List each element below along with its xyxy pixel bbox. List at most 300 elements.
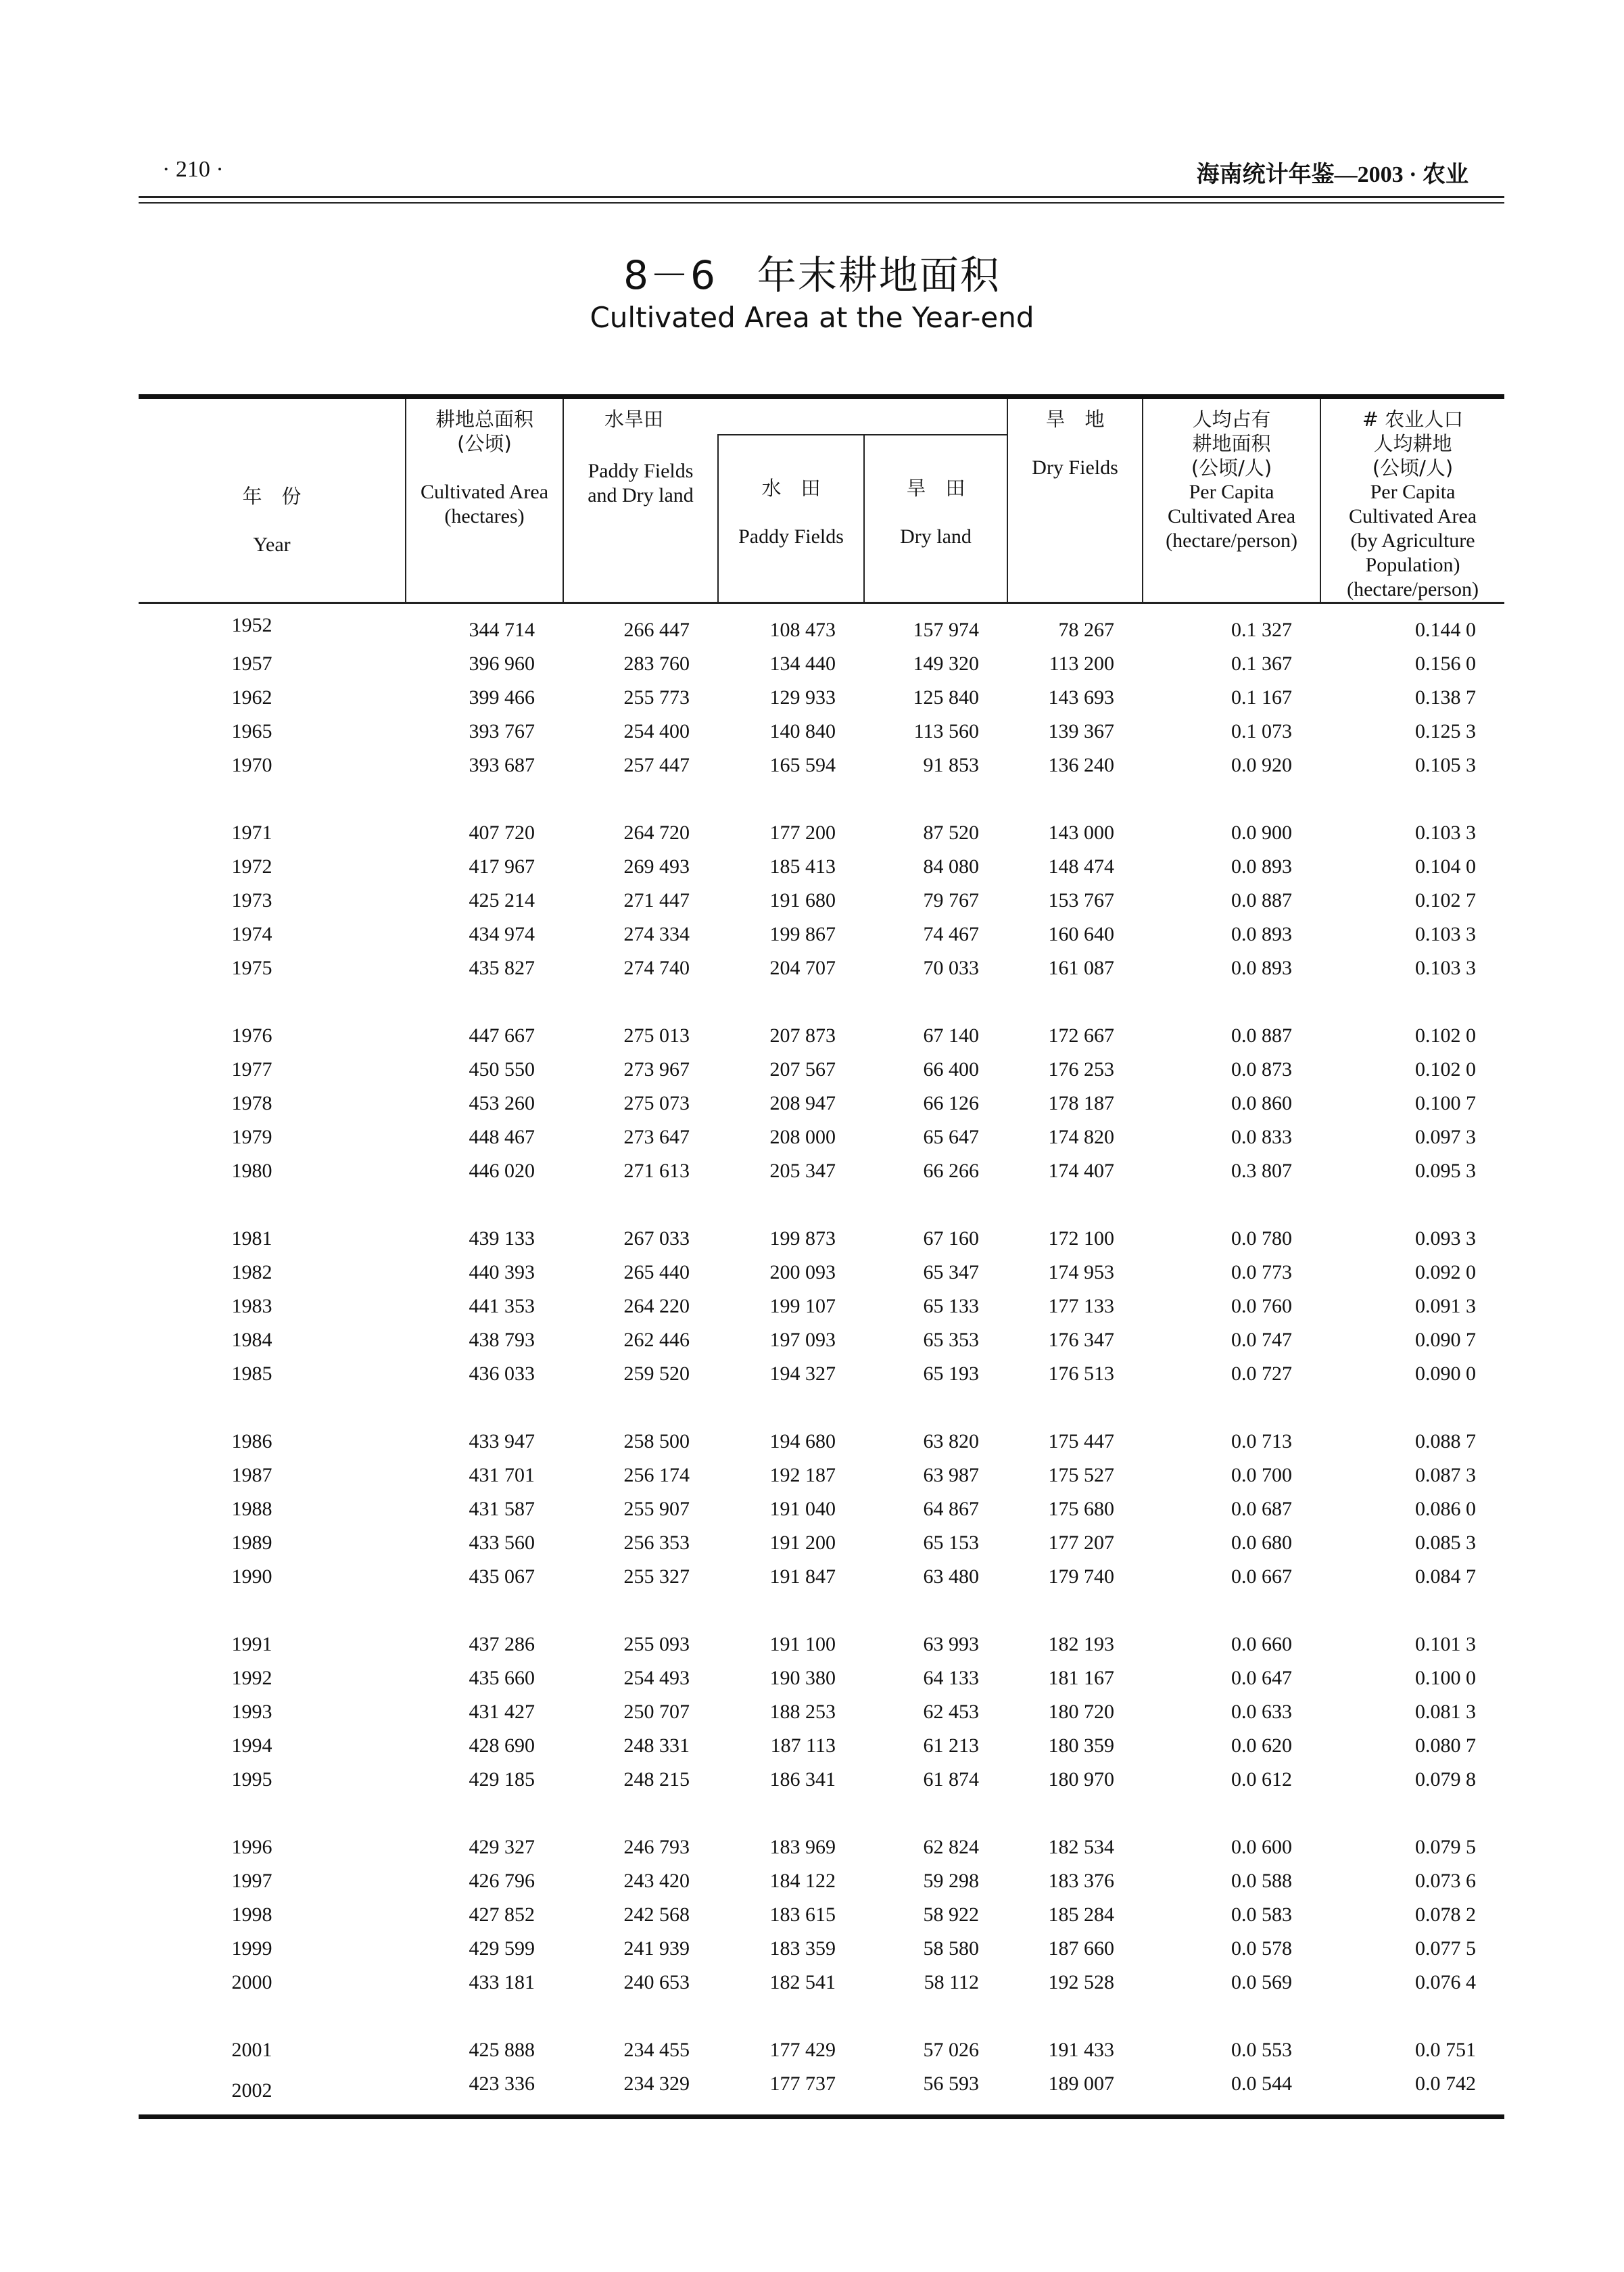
cell-per-capita-area: 0.0 620 [1231, 1734, 1293, 1757]
header-agri-per-capita [1320, 397, 1504, 603]
cell-agri-per-capita-area: 0.138 7 [1415, 686, 1477, 709]
cell-dry-land: 65 647 [923, 1126, 980, 1148]
cell-agri-per-capita-area: 0.084 7 [1415, 1565, 1477, 1588]
cell-paddy-and-dry: 257 447 [623, 754, 690, 776]
cell-paddy-and-dry: 283 760 [623, 653, 690, 675]
cell-per-capita-area: 0.0 887 [1231, 889, 1293, 912]
cell-paddy-and-dry: 242 568 [623, 1903, 690, 1926]
cell-cultivated-area: 439 133 [469, 1227, 535, 1250]
cell-per-capita-area: 0.0 588 [1231, 1870, 1293, 1892]
cell-cultivated-area: 437 286 [469, 1633, 535, 1655]
cell-cultivated-area: 426 796 [469, 1870, 535, 1892]
cell-agri-per-capita-area: 0.103 3 [1415, 923, 1477, 945]
cell-paddy-and-dry: 265 440 [623, 1261, 690, 1283]
cell-year: 1997 [231, 1870, 272, 1892]
table-row [139, 1256, 1504, 1289]
header-paddy-fields-cn: 水 田 [761, 477, 821, 500]
cell-per-capita-area: 0.0 687 [1231, 1498, 1293, 1520]
cell-year: 1983 [231, 1295, 272, 1317]
table-row [139, 884, 1504, 918]
table-body [139, 603, 1504, 2117]
cell-cultivated-area: 450 550 [469, 1058, 535, 1081]
cell-dry-land: 64 133 [923, 1667, 980, 1689]
header-rule-secondary [139, 202, 1504, 204]
table-row [139, 1628, 1504, 1661]
cell-paddy-fields: 197 093 [769, 1329, 836, 1351]
cell-dry-land: 113 560 [913, 720, 980, 742]
cell-dry-fields: 179 740 [1048, 1565, 1115, 1588]
table-row [139, 1898, 1504, 1932]
cell-agri-per-capita-area: 0.104 0 [1415, 855, 1477, 878]
cell-paddy-fields: 165 594 [769, 754, 836, 776]
cell-per-capita-area: 0.0 660 [1231, 1633, 1293, 1655]
cell-dry-fields: 183 376 [1048, 1870, 1115, 1892]
table-row [139, 1560, 1504, 1594]
cell-cultivated-area: 435 660 [469, 1667, 535, 1689]
cell-paddy-and-dry: 255 773 [623, 686, 690, 709]
cell-year: 2002 [231, 2079, 272, 2102]
header-per-capita-en-1: Per Capita [1189, 481, 1274, 503]
cell-paddy-fields: 184 122 [769, 1870, 836, 1892]
group-spacer [139, 1797, 1504, 1830]
table-row [139, 1019, 1504, 1053]
header-per-capita [1143, 397, 1320, 603]
cell-per-capita-area: 0.3 807 [1231, 1160, 1293, 1182]
group-spacer [139, 1391, 1504, 1425]
table-row [139, 1222, 1504, 1256]
cell-year: 1952 [231, 614, 272, 636]
cell-per-capita-area: 0.1 367 [1231, 653, 1293, 675]
header-paddy-dry-cn: 水旱田 [604, 408, 664, 431]
cell-year: 1962 [231, 686, 272, 709]
cell-year: 1971 [231, 822, 272, 844]
cell-year: 1990 [231, 1565, 272, 1588]
header-year [139, 397, 406, 603]
table-row [139, 951, 1504, 985]
cell-paddy-and-dry: 275 073 [623, 1092, 690, 1114]
spacer-cell [139, 1391, 1504, 1425]
cell-dry-land: 58 112 [924, 1971, 980, 1993]
cell-paddy-fields: 183 615 [769, 1903, 836, 1926]
cell-dry-land: 64 867 [923, 1498, 980, 1520]
cell-dry-land: 63 480 [923, 1565, 980, 1588]
cell-dry-fields: 174 407 [1048, 1160, 1115, 1182]
cell-cultivated-area: 447 667 [469, 1024, 535, 1047]
cell-agri-per-capita-area: 0.079 5 [1415, 1836, 1477, 1858]
cell-agri-per-capita-area: 0.080 7 [1415, 1734, 1477, 1757]
cell-cultivated-area: 425 888 [469, 2039, 535, 2061]
header-year-en: Year [253, 534, 291, 556]
header-dry-land [864, 435, 1007, 603]
cell-dry-land: 61 874 [923, 1768, 980, 1791]
cell-paddy-and-dry: 269 493 [623, 855, 690, 878]
cell-dry-fields: 178 187 [1048, 1092, 1115, 1114]
cell-per-capita-area: 0.0 680 [1231, 1532, 1293, 1554]
cell-paddy-fields: 134 440 [769, 653, 836, 675]
cell-dry-land: 87 520 [923, 822, 980, 844]
cell-agri-per-capita-area: 0.102 0 [1415, 1024, 1477, 1047]
cell-agri-per-capita-area: 0.092 0 [1415, 1261, 1477, 1283]
cell-agri-per-capita-area: 0.0 742 [1415, 2073, 1477, 2095]
cell-per-capita-area: 0.0 578 [1231, 1937, 1293, 1960]
cell-agri-per-capita-area: 0.078 2 [1415, 1903, 1477, 1926]
cell-cultivated-area: 435 067 [469, 1565, 535, 1588]
cell-paddy-fields: 192 187 [769, 1464, 836, 1486]
cell-paddy-and-dry: 267 033 [623, 1227, 690, 1250]
cell-dry-fields: 148 474 [1048, 855, 1115, 878]
cell-paddy-and-dry: 243 420 [623, 1870, 690, 1892]
cell-paddy-fields: 191 040 [769, 1498, 836, 1520]
header-total-cn: 耕地总面积 [435, 408, 533, 431]
table-row [139, 1459, 1504, 1492]
cell-paddy-and-dry: 255 327 [623, 1565, 690, 1588]
table-title-cn: 8－6 年末耕地面积 [623, 252, 1001, 298]
table-row [139, 918, 1504, 951]
cell-paddy-and-dry: 271 613 [623, 1160, 690, 1182]
cell-paddy-fields: 208 947 [769, 1092, 836, 1114]
cell-agri-per-capita-area: 0.102 0 [1415, 1058, 1477, 1081]
table-row [139, 850, 1504, 884]
cell-paddy-and-dry: 248 215 [623, 1768, 690, 1791]
cell-per-capita-area: 0.0 612 [1231, 1768, 1293, 1791]
cell-year: 1978 [231, 1092, 272, 1114]
cell-agri-per-capita-area: 0.081 3 [1415, 1701, 1477, 1723]
cell-per-capita-area: 0.0 553 [1231, 2039, 1293, 2061]
cell-year: 1992 [231, 1667, 272, 1689]
cell-paddy-fields: 199 107 [769, 1295, 836, 1317]
cell-per-capita-area: 0.0 920 [1231, 754, 1293, 776]
header-agri-unit-en: (hectare/person) [1347, 578, 1479, 600]
cell-per-capita-area: 0.1 073 [1231, 720, 1293, 742]
cell-per-capita-area: 0.0 747 [1231, 1329, 1293, 1351]
cell-year: 1979 [231, 1126, 272, 1148]
cell-per-capita-area: 0.0 873 [1231, 1058, 1293, 1081]
table-title-en: Cultivated Area at the Year-end [590, 301, 1034, 334]
cell-year: 1981 [231, 1227, 272, 1250]
cell-agri-per-capita-area: 0.076 4 [1415, 1971, 1477, 1993]
cell-dry-land: 65 153 [923, 1532, 980, 1554]
cell-paddy-fields: 188 253 [769, 1701, 836, 1723]
cell-agri-per-capita-area: 0.085 3 [1415, 1532, 1477, 1554]
table-row [139, 1661, 1504, 1695]
table-row [139, 749, 1504, 782]
cell-agri-per-capita-area: 0.097 3 [1415, 1126, 1477, 1148]
cell-dry-land: 63 820 [923, 1430, 980, 1452]
header-dry-land-en: Dry land [900, 525, 972, 548]
cell-per-capita-area: 0.1 167 [1231, 686, 1293, 709]
header-per-capita-cn-1: 人均占有 [1192, 408, 1271, 431]
cell-paddy-and-dry: 258 500 [623, 1430, 690, 1452]
header-paddy-fields [718, 435, 864, 603]
cell-year: 1998 [231, 1903, 272, 1926]
header-total [406, 397, 563, 603]
spacer-cell [139, 1594, 1504, 1628]
cell-dry-land: 61 213 [923, 1734, 980, 1757]
header-agri-cn-1: # 农业人口 [1362, 408, 1464, 431]
cell-agri-per-capita-area: 0.144 0 [1415, 619, 1477, 641]
cell-paddy-fields: 191 200 [769, 1532, 836, 1554]
table-row [139, 1729, 1504, 1763]
cell-dry-fields: 143 000 [1048, 822, 1115, 844]
cell-cultivated-area: 441 353 [469, 1295, 535, 1317]
cell-agri-per-capita-area: 0.125 3 [1415, 720, 1477, 742]
cell-paddy-and-dry: 248 331 [623, 1734, 690, 1757]
table-row [139, 1864, 1504, 1898]
cell-dry-land: 79 767 [923, 889, 980, 912]
cell-dry-fields: 139 367 [1048, 720, 1115, 742]
spacer-cell [139, 1999, 1504, 2033]
header-per-capita-unit-cn: (公顷/人) [1191, 456, 1272, 479]
cell-per-capita-area: 0.0 700 [1231, 1464, 1293, 1486]
cell-dry-fields: 176 347 [1048, 1329, 1115, 1351]
cell-year: 2001 [231, 2039, 272, 2061]
cell-dry-fields: 175 447 [1048, 1430, 1115, 1452]
cell-paddy-and-dry: 259 520 [623, 1363, 690, 1385]
cell-dry-fields: 177 133 [1048, 1295, 1115, 1317]
cell-paddy-fields: 199 873 [769, 1227, 836, 1250]
cell-paddy-and-dry: 273 647 [623, 1126, 690, 1148]
cell-cultivated-area: 431 427 [469, 1701, 535, 1723]
cell-paddy-and-dry: 246 793 [623, 1836, 690, 1858]
cell-dry-fields: 180 970 [1048, 1768, 1115, 1791]
spacer-cell [139, 1797, 1504, 1830]
cell-agri-per-capita-area: 0.102 7 [1415, 889, 1477, 912]
header-year-cn: 年 份 [242, 485, 302, 508]
running-head: 海南统计年鉴—2003 · 农业 [1196, 162, 1468, 187]
cell-paddy-and-dry: 274 334 [623, 923, 690, 945]
cell-cultivated-area: 396 960 [469, 653, 535, 675]
page-number: · 210 · [162, 157, 224, 182]
cell-agri-per-capita-area: 0.073 6 [1415, 1870, 1477, 1892]
cell-cultivated-area: 433 181 [469, 1971, 535, 1993]
header-paddy-dry-en-2: and Dry land [588, 484, 694, 506]
cell-year: 1987 [231, 1464, 272, 1486]
cell-agri-per-capita-area: 0.087 3 [1415, 1464, 1477, 1486]
cell-agri-per-capita-area: 0.086 0 [1415, 1498, 1477, 1520]
cell-per-capita-area: 0.0 647 [1231, 1667, 1293, 1689]
cell-paddy-and-dry: 264 720 [623, 822, 690, 844]
table-row [139, 1087, 1504, 1120]
table-row [139, 715, 1504, 749]
table-row [139, 681, 1504, 715]
cell-cultivated-area: 433 560 [469, 1532, 535, 1554]
cell-dry-fields: 176 253 [1048, 1058, 1115, 1081]
cell-dry-fields: 187 660 [1048, 1937, 1115, 1960]
table-row [139, 1323, 1504, 1357]
cell-dry-fields: 176 513 [1048, 1363, 1115, 1385]
cell-dry-land: 58 580 [923, 1937, 980, 1960]
header-dry-fields-cn: 旱 地 [1045, 408, 1105, 431]
cell-per-capita-area: 0.0 713 [1231, 1430, 1293, 1452]
cell-dry-land: 65 353 [923, 1329, 980, 1351]
cell-dry-land: 149 320 [913, 653, 980, 675]
cell-paddy-fields: 207 873 [769, 1024, 836, 1047]
cell-per-capita-area: 0.0 893 [1231, 855, 1293, 878]
cell-per-capita-area: 0.0 727 [1231, 1363, 1293, 1385]
spacer-cell [139, 782, 1504, 816]
table-row [139, 1492, 1504, 1526]
cell-paddy-fields: 200 093 [769, 1261, 836, 1283]
cell-agri-per-capita-area: 0.091 3 [1415, 1295, 1477, 1317]
cell-dry-fields: 182 534 [1048, 1836, 1115, 1858]
cell-per-capita-area: 0.0 569 [1231, 1971, 1293, 1993]
header-agri-cn-2: 人均耕地 [1373, 432, 1452, 455]
cell-agri-per-capita-area: 0.077 5 [1415, 1937, 1477, 1960]
cell-dry-land: 67 140 [923, 1024, 980, 1047]
cell-dry-land: 63 993 [923, 1633, 980, 1655]
table-row [139, 1695, 1504, 1729]
header-paddy-dry-en-1: Paddy Fields [588, 460, 694, 482]
cell-dry-land: 84 080 [923, 855, 980, 878]
cell-per-capita-area: 0.0 773 [1231, 1261, 1293, 1283]
cell-dry-land: 66 126 [923, 1092, 980, 1114]
cell-cultivated-area: 417 967 [469, 855, 535, 878]
cell-dry-land: 63 987 [923, 1464, 980, 1486]
cell-year: 1985 [231, 1363, 272, 1385]
table-row [139, 1289, 1504, 1323]
cell-dry-land: 67 160 [923, 1227, 980, 1250]
header-rule [139, 196, 1504, 198]
cell-paddy-and-dry: 274 740 [623, 957, 690, 979]
cell-year: 1995 [231, 1768, 272, 1791]
cell-cultivated-area: 407 720 [469, 822, 535, 844]
cell-cultivated-area: 399 466 [469, 686, 535, 709]
cell-dry-fields: 136 240 [1048, 754, 1115, 776]
cell-paddy-fields: 177 200 [769, 822, 836, 844]
cell-dry-fields: 182 193 [1048, 1633, 1115, 1655]
cell-paddy-fields: 194 680 [769, 1430, 836, 1452]
cell-year: 1973 [231, 889, 272, 912]
header-per-capita-en-2: Cultivated Area [1167, 505, 1296, 527]
cell-per-capita-area: 0.0 893 [1231, 923, 1293, 945]
cell-agri-per-capita-area: 0.100 7 [1415, 1092, 1477, 1114]
header-dry-fields [1007, 397, 1143, 603]
cell-paddy-and-dry: 262 446 [623, 1329, 690, 1351]
cell-year: 1989 [231, 1532, 272, 1554]
header-agri-en-4: Population) [1365, 554, 1460, 576]
header-agri-en-1: Per Capita [1370, 481, 1456, 503]
table-row [139, 1120, 1504, 1154]
cell-cultivated-area: 436 033 [469, 1363, 535, 1385]
cell-paddy-and-dry: 275 013 [623, 1024, 690, 1047]
header-total-unit-cn: (公顷) [457, 432, 512, 455]
cell-year: 1980 [231, 1160, 272, 1182]
table-row [139, 1763, 1504, 1797]
cell-cultivated-area: 433 947 [469, 1430, 535, 1452]
cell-paddy-fields: 187 113 [770, 1734, 836, 1757]
cell-dry-land: 74 467 [923, 923, 980, 945]
cell-paddy-fields: 186 341 [769, 1768, 836, 1791]
header-total-unit-en: (hectares) [444, 505, 525, 527]
table-row [139, 1932, 1504, 1966]
header-agri-unit-cn: (公顷/人) [1372, 456, 1454, 479]
header-per-capita-unit-en: (hectare/person) [1166, 529, 1297, 552]
cell-paddy-and-dry: 254 493 [623, 1667, 690, 1689]
cell-paddy-and-dry: 264 220 [623, 1295, 690, 1317]
table-row [139, 1154, 1504, 1188]
cell-paddy-fields: 205 347 [769, 1160, 836, 1182]
cell-per-capita-area: 0.0 583 [1231, 1903, 1293, 1926]
group-spacer [139, 1999, 1504, 2033]
cell-paddy-fields: 129 933 [769, 686, 836, 709]
table-row [139, 2033, 1504, 2067]
cell-per-capita-area: 0.1 327 [1231, 619, 1293, 641]
cell-agri-per-capita-area: 0.156 0 [1415, 653, 1477, 675]
cell-agri-per-capita-area: 0.103 3 [1415, 957, 1477, 979]
spacer-cell [139, 1188, 1504, 1222]
header-total-en: Cultivated Area [420, 481, 549, 503]
table-row [139, 1526, 1504, 1560]
cell-year: 1972 [231, 855, 272, 878]
cell-agri-per-capita-area: 0.093 3 [1415, 1227, 1477, 1250]
cell-dry-land: 91 853 [923, 754, 980, 776]
cell-paddy-fields: 177 429 [769, 2039, 836, 2061]
cell-dry-fields: 191 433 [1048, 2039, 1115, 2061]
cell-paddy-and-dry: 234 455 [623, 2039, 690, 2061]
cell-dry-fields: 172 667 [1048, 1024, 1115, 1047]
cell-paddy-fields: 207 567 [769, 1058, 836, 1081]
cell-paddy-and-dry: 273 967 [623, 1058, 690, 1081]
cell-year: 1957 [231, 653, 272, 675]
table-row [139, 1966, 1504, 1999]
table-row [139, 2067, 1504, 2117]
cell-agri-per-capita-area: 0.095 3 [1415, 1160, 1477, 1182]
cell-year: 1996 [231, 1836, 272, 1858]
cell-cultivated-area: 431 587 [469, 1498, 535, 1520]
cell-year: 2000 [231, 1971, 272, 1993]
group-spacer [139, 1594, 1504, 1628]
cell-year: 1976 [231, 1024, 272, 1047]
cell-per-capita-area: 0.0 833 [1231, 1126, 1293, 1148]
cell-per-capita-area: 0.0 900 [1231, 822, 1293, 844]
cell-paddy-fields: 199 867 [769, 923, 836, 945]
cell-paddy-fields: 190 380 [769, 1667, 836, 1689]
cell-dry-land: 57 026 [923, 2039, 980, 2061]
header-agri-en-3: (by Agriculture [1350, 529, 1475, 552]
cell-cultivated-area: 429 185 [469, 1768, 535, 1791]
cultivated-area-table [139, 394, 1504, 2119]
cell-year: 1986 [231, 1430, 272, 1452]
cell-agri-per-capita-area: 0.103 3 [1415, 822, 1477, 844]
cell-paddy-and-dry: 255 907 [623, 1498, 690, 1520]
header-per-capita-cn-2: 耕地面积 [1192, 432, 1271, 455]
cell-paddy-fields: 108 473 [769, 619, 836, 641]
cell-agri-per-capita-area: 0.088 7 [1415, 1430, 1477, 1452]
cell-dry-fields: 185 284 [1048, 1903, 1115, 1926]
cell-cultivated-area: 423 336 [469, 2073, 535, 2095]
cell-paddy-fields: 185 413 [769, 855, 836, 878]
cell-cultivated-area: 431 701 [469, 1464, 535, 1486]
cell-paddy-fields: 183 359 [769, 1937, 836, 1960]
cell-dry-land: 125 840 [913, 686, 980, 709]
cell-dry-fields: 78 267 [1058, 619, 1115, 641]
cell-year: 1991 [231, 1633, 272, 1655]
cell-dry-fields: 181 167 [1048, 1667, 1115, 1689]
spacer-cell [139, 985, 1504, 1019]
cell-year: 1999 [231, 1937, 272, 1960]
cell-year: 1993 [231, 1701, 272, 1723]
cell-paddy-and-dry: 256 174 [623, 1464, 690, 1486]
cell-dry-fields: 177 207 [1048, 1532, 1115, 1554]
group-spacer [139, 782, 1504, 816]
cell-paddy-and-dry: 266 447 [623, 619, 690, 641]
group-spacer [139, 1188, 1504, 1222]
cell-dry-land: 65 347 [923, 1261, 980, 1283]
cell-paddy-and-dry: 241 939 [623, 1937, 690, 1960]
cell-dry-land: 66 400 [923, 1058, 980, 1081]
cell-paddy-fields: 204 707 [769, 957, 836, 979]
cell-dry-fields: 113 200 [1049, 653, 1115, 675]
